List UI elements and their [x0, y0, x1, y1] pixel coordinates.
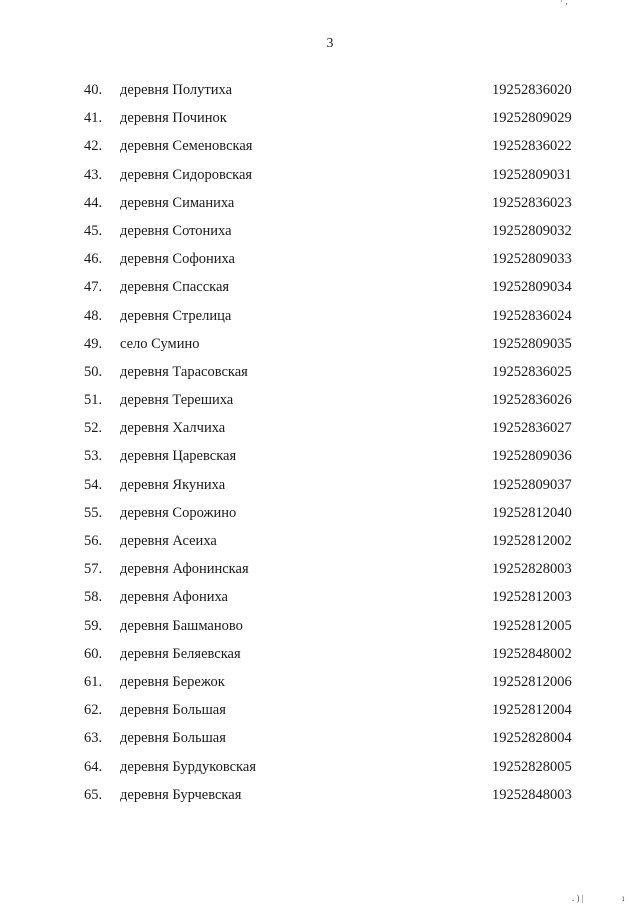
oktmo-code: 19252812005 — [492, 617, 572, 634]
settlement-name: деревня Сидоровская — [120, 166, 253, 183]
oktmo-code: 19252809032 — [492, 222, 572, 239]
oktmo-code: 19252812003 — [492, 589, 572, 606]
scan-mark-bottom-right: ı — [622, 893, 625, 903]
oktmo-code: 19252828005 — [492, 758, 572, 775]
list-item — [0, 279, 640, 307]
list-item — [0, 308, 640, 336]
oktmo-code: 19252812006 — [492, 673, 572, 690]
settlement-name: село Сумино — [120, 335, 200, 352]
list-item — [0, 223, 640, 251]
list-item — [0, 251, 640, 279]
oktmo-code: 19252848002 — [492, 645, 572, 662]
settlement-name: деревня Бережок — [120, 673, 225, 690]
oktmo-code: 19252836023 — [492, 194, 572, 211]
item-number: 49. — [84, 335, 103, 352]
item-number: 63. — [84, 730, 103, 747]
oktmo-code: 19252828004 — [492, 730, 572, 747]
list-item — [0, 477, 640, 505]
oktmo-code: 19252809036 — [492, 448, 572, 465]
list-item — [0, 561, 640, 589]
settlement-name: деревня Большая — [120, 702, 226, 719]
item-number: 46. — [84, 251, 103, 268]
item-number: 55. — [84, 504, 103, 521]
settlement-name: деревня Якуниха — [120, 476, 226, 493]
item-number: 64. — [84, 758, 103, 775]
settlement-name: деревня Спасская — [120, 279, 230, 296]
scan-mark-bottom-left: . ) | — [572, 893, 584, 903]
page-number: 3 — [326, 36, 334, 51]
settlement-name: деревня Семеновская — [120, 138, 253, 155]
oktmo-code: 19252836022 — [492, 138, 572, 155]
settlement-name: деревня Башманово — [120, 617, 243, 634]
item-number: 60. — [84, 645, 103, 662]
list-item — [0, 505, 640, 533]
settlement-name: деревня Софониха — [120, 251, 235, 268]
oktmo-code: 19252836020 — [492, 82, 572, 98]
settlement-name: деревня Симаниха — [120, 194, 235, 211]
settlement-name: деревня Сорожино — [120, 504, 237, 521]
settlement-name: деревня Царевская — [120, 448, 237, 465]
item-number: 40. — [84, 82, 103, 98]
settlement-name: деревня Сотониха — [120, 222, 232, 239]
item-number: 65. — [84, 786, 103, 803]
list-item — [0, 167, 640, 195]
settlement-name: деревня Бурчевская — [120, 786, 242, 803]
item-number: 57. — [84, 561, 103, 578]
list-item — [0, 336, 640, 364]
oktmo-code: 19252812040 — [492, 504, 572, 521]
settlement-name: деревня Афониха — [120, 589, 228, 606]
item-number: 45. — [84, 222, 103, 239]
oktmo-code: 19252812004 — [492, 702, 572, 719]
list-item — [0, 392, 640, 420]
list-item — [0, 787, 640, 815]
oktmo-code: 19252809034 — [492, 279, 572, 296]
item-number: 44. — [84, 194, 103, 211]
item-number: 47. — [84, 279, 103, 296]
list-item — [0, 364, 640, 392]
item-number: 51. — [84, 392, 103, 409]
list-item — [0, 702, 640, 730]
item-number: 53. — [84, 448, 103, 465]
list-item — [0, 674, 640, 702]
settlement-name: деревня Тарасовская — [120, 363, 248, 380]
list-item — [0, 730, 640, 758]
settlement-name: деревня Бурдуковская — [120, 758, 256, 775]
list-item — [0, 110, 640, 138]
settlement-list — [0, 82, 640, 815]
item-number: 62. — [84, 702, 103, 719]
settlement-name: деревня Большая — [120, 730, 226, 747]
item-number: 42. — [84, 138, 103, 155]
settlement-name: деревня Терешиха — [120, 392, 234, 409]
settlement-name: деревня Починок — [120, 110, 227, 127]
list-item — [0, 618, 640, 646]
item-number: 61. — [84, 673, 103, 690]
list-item — [0, 448, 640, 476]
oktmo-code: 19252836026 — [492, 392, 572, 409]
item-number: 43. — [84, 166, 103, 183]
list-item — [0, 646, 640, 674]
settlement-name: деревня Стрелица — [120, 307, 232, 324]
list-item — [0, 82, 640, 110]
list-item — [0, 420, 640, 448]
list-item — [0, 533, 640, 561]
scan-mark-top-right: · , — [560, 0, 568, 6]
settlement-name: деревня Асеиха — [120, 533, 217, 549]
list-item — [0, 759, 640, 787]
list-item — [0, 589, 640, 617]
item-number: 59. — [84, 617, 103, 634]
oktmo-code: 19252848003 — [492, 786, 572, 803]
item-number: 48. — [84, 307, 103, 324]
settlement-name: деревня Халчиха — [120, 420, 226, 437]
settlement-name: деревня Полутиха — [120, 82, 233, 98]
oktmo-code: 19252809031 — [492, 166, 572, 183]
item-number: 54. — [84, 476, 103, 493]
item-number: 52. — [84, 420, 103, 437]
oktmo-code: 19252809037 — [492, 476, 572, 493]
oktmo-code: 19252828003 — [492, 561, 572, 578]
oktmo-code: 19252836025 — [492, 363, 572, 380]
oktmo-code: 19252809029 — [492, 110, 572, 127]
settlement-name: деревня Афонинская — [120, 561, 249, 578]
oktmo-code: 19252809035 — [492, 335, 572, 352]
oktmo-code: 19252836024 — [492, 307, 572, 324]
oktmo-code: 19252809033 — [492, 251, 572, 268]
settlement-name: деревня Беляевская — [120, 645, 241, 662]
oktmo-code: 19252812002 — [492, 533, 572, 549]
oktmo-code: 19252836027 — [492, 420, 572, 437]
list-item — [0, 138, 640, 166]
item-number: 56. — [84, 533, 103, 549]
list-item — [0, 195, 640, 223]
item-number: 58. — [84, 589, 103, 606]
item-number: 41. — [84, 110, 103, 127]
item-number: 50. — [84, 363, 103, 380]
